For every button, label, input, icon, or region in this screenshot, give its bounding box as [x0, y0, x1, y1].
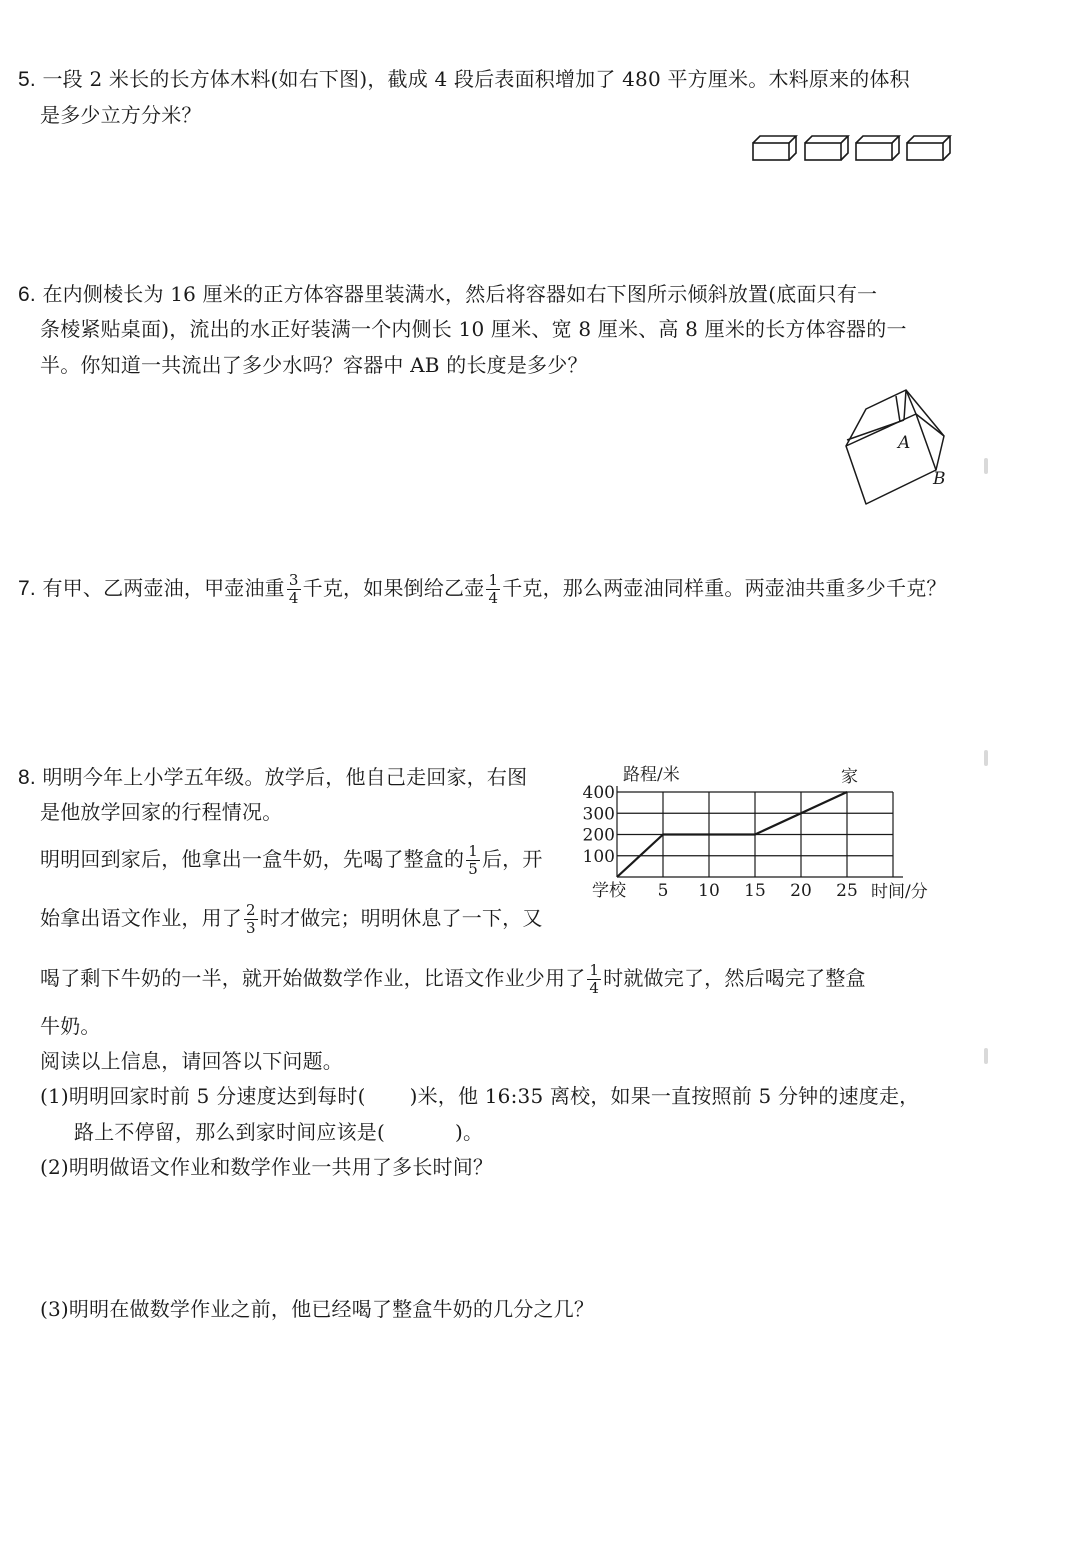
- q8-sub1-text-1a: (1)明明回家时前 5 分速度达到每时(: [40, 1084, 366, 1108]
- x-tick-label: 15: [744, 881, 766, 901]
- scan-edge-mark: [984, 1048, 988, 1064]
- chart-x-tick-labels: [658, 881, 858, 901]
- q7-text-1: 有甲、乙两壶油，甲壶油重: [42, 576, 285, 600]
- chart-origin-label: 学校: [592, 881, 626, 901]
- chart-y-axis-label: 路程/米: [623, 765, 680, 785]
- chart-end-label: 家: [841, 767, 858, 787]
- q5-number: 5.: [18, 68, 36, 91]
- q8-line-7: 阅读以上信息，请回答以下问题。: [40, 1049, 343, 1073]
- q8-line-6: 牛奶。: [40, 1014, 101, 1038]
- q8-text-3b: 后，开: [481, 847, 543, 871]
- x-tick-label: 5: [657, 881, 669, 901]
- q8-travel-chart: [575, 760, 955, 908]
- q8-text-5a: 喝了剩下牛奶的一半，就开始做数学作业，比语文作业少用了: [40, 966, 586, 990]
- q8-frac-c-denominator: 4: [589, 979, 600, 997]
- q7-frac2-numerator: 1: [488, 571, 499, 589]
- q6-tilted-cube-figure: [840, 384, 955, 509]
- scan-edge-mark: [984, 750, 988, 766]
- q8-line-1: [18, 763, 527, 792]
- q8-sub1-text-2a: 路上不停留，那么到家时间应该是(: [74, 1120, 386, 1144]
- q7-fraction-2: [486, 573, 500, 606]
- q8-text-3a: 明明回到家后，他拿出一盒牛奶，先喝了整盒的: [40, 847, 465, 871]
- q8-frac-a-numerator: 1: [468, 842, 478, 860]
- q8-line-2: 是他放学回家的行程情况。: [40, 800, 283, 824]
- chart-y-tick-labels: [583, 783, 615, 867]
- q7-frac1-denominator: 4: [288, 589, 299, 607]
- y-tick-label: 300: [582, 804, 615, 825]
- wood-piece-4: [907, 136, 950, 160]
- q8-fraction-1-5: [466, 844, 480, 877]
- q8-line-3: [40, 841, 543, 877]
- q8-sub1-text-2b: )。: [455, 1120, 484, 1144]
- q7-number: 7.: [18, 577, 36, 600]
- q8-sub1-line-2: [74, 1118, 483, 1146]
- q7-frac1-numerator: 3: [288, 571, 299, 589]
- scan-edge-mark: [984, 458, 988, 474]
- q8-fraction-2-3: [244, 903, 258, 936]
- q7-frac2-denominator: 4: [488, 589, 499, 607]
- x-tick-label: 20: [790, 881, 812, 901]
- q8-number: 8.: [18, 766, 36, 789]
- y-tick-label: 400: [582, 783, 615, 803]
- q8-text-5b: 时就做完了，然后喝完了整盒: [603, 966, 866, 990]
- cube-front-face: [846, 414, 936, 504]
- q5-line-2: 是多少立方分米？: [40, 103, 202, 127]
- water-surface-line: [847, 420, 904, 440]
- q7-text-2: 千克，如果倒给乙壶: [302, 576, 485, 600]
- wood-piece-1: [753, 136, 796, 160]
- y-tick-label: 100: [582, 846, 615, 867]
- q8-sub1-text-1b: )米，他 16:35 离校，如果一直按照前 5 分钟的速度走，: [409, 1084, 920, 1108]
- wood-piece-2: [805, 136, 848, 160]
- y-tick-label: 200: [582, 825, 615, 846]
- wood-piece-3: [856, 136, 899, 160]
- q8-sub2: (2)明明做语文作业和数学作业一共用了多长时间？: [40, 1155, 494, 1179]
- q8-frac-b-numerator: 2: [246, 901, 256, 919]
- q8-sub1-line-1: [40, 1082, 919, 1110]
- x-tick-label: 25: [836, 881, 858, 901]
- q8-text-1: 明明今年上小学五年级。放学后，他自己走回家，右图: [42, 765, 528, 789]
- q8-frac-b-denominator: 3: [246, 919, 256, 937]
- q6-text-1: 在内侧棱长为 16 厘米的正方体容器里装满水，然后将容器如右下图所示倾斜放置(底面只有一: [42, 282, 878, 306]
- x-tick-label: 10: [698, 881, 720, 901]
- q8-line-4: [40, 900, 543, 936]
- q7-text-3: 千克，那么两壶油同样重。两壶油共重多少千克？: [502, 576, 947, 600]
- q5-text-1: 一段 2 米长的长方体木料(如右下图)，截成 4 段后表面积增加了 480 平方厘米。木料原来的体积: [42, 67, 910, 91]
- q6-line-2: 条棱紧贴桌面)，流出的水正好装满一个内侧长 10 厘米、宽 8 厘米、高 8 厘米的长方体容器的一: [40, 317, 907, 341]
- q7-fraction-1: [287, 573, 301, 606]
- label-a: A: [898, 433, 911, 453]
- label-b: B: [933, 469, 946, 489]
- q6-line-3: 半。你知道一共流出了多少水吗？容器中 AB 的长度是多少？: [40, 353, 588, 377]
- q8-sub3: (3)明明在做数学作业之前，他已经喝了整盒牛奶的几分之几？: [40, 1297, 595, 1321]
- q8-text-4a: 始拿出语文作业，用了: [40, 906, 242, 930]
- q6-line-1: [18, 280, 877, 309]
- q8-frac-a-denominator: 5: [468, 860, 478, 878]
- q8-fraction-1-4: [587, 963, 601, 996]
- q5-wood-pieces-figure: [752, 134, 952, 164]
- q6-number: 6.: [18, 283, 36, 306]
- chart-x-axis-label: 时间/分: [871, 882, 928, 902]
- q8-line-5: [40, 960, 866, 996]
- q8-text-4b: 时才做完；明明休息了一下，又: [259, 906, 543, 930]
- q5-line-1: [18, 65, 910, 94]
- q8-frac-c-numerator: 1: [589, 961, 600, 979]
- q7-line-1: [18, 571, 947, 606]
